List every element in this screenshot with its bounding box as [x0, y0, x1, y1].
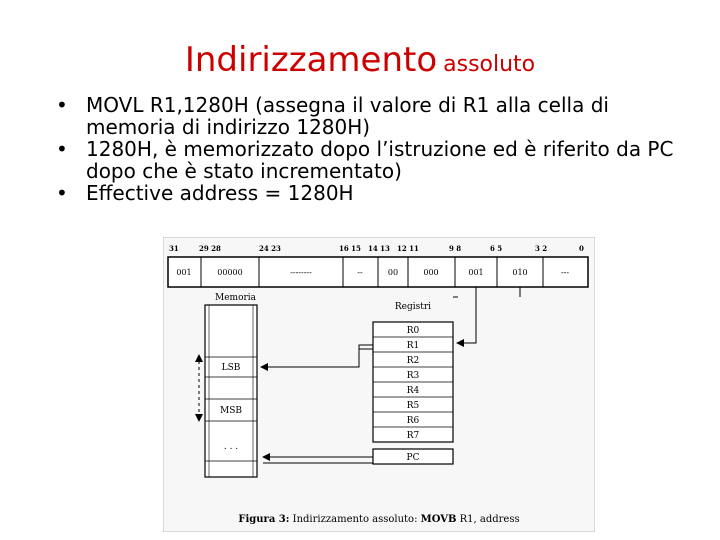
caption-text: Indirizzamento assoluto: — [289, 514, 421, 525]
bullet-text: 1280H, è memorizzato dopo l’istruzione ed è riferito da PC dopo che è stato incrementato) — [86, 137, 674, 183]
bullet-item — [52, 94, 692, 138]
memory-label: Memoria — [215, 293, 257, 303]
caption-instruction: MOVB — [420, 514, 457, 525]
register-r2: R2 — [406, 356, 420, 366]
pc-label: PC — [406, 453, 420, 463]
register-r6: R6 — [406, 416, 420, 426]
slide-title — [0, 40, 720, 80]
register-r4: R4 — [406, 386, 420, 396]
figure-diagram — [163, 237, 595, 532]
lsb-label: LSB — [221, 363, 241, 373]
register-r0: R0 — [406, 326, 420, 336]
bullet-text: Effective address = 1280H — [86, 181, 354, 205]
caption-rest: R1, address — [456, 514, 520, 525]
bit-label: 29 28 — [199, 244, 221, 253]
msb-label: MSB — [220, 406, 242, 416]
bullet-list — [52, 94, 692, 204]
register-r5: R5 — [406, 401, 420, 411]
bit-label: 16 15 — [339, 244, 361, 253]
title-sub: assoluto — [443, 52, 536, 77]
bit-label: 14 13 — [368, 244, 390, 253]
bit-label: 6 5 — [490, 244, 503, 253]
bullet-dot-icon: • — [56, 137, 68, 161]
bullet-item — [52, 182, 692, 204]
field-value: 001 — [468, 268, 484, 277]
bullet-dot-icon: • — [56, 181, 68, 205]
field-value: 00000 — [217, 268, 243, 277]
bit-label: 9 8 — [449, 244, 462, 253]
field-value: --- — [560, 268, 570, 277]
addressing-figure — [163, 237, 595, 532]
field-value: -- — [357, 268, 363, 277]
memory-ellipsis: . . . — [223, 442, 239, 452]
bit-label: 12 11 — [397, 244, 419, 253]
bullet-dot-icon: • — [56, 93, 68, 117]
field-value: 001 — [176, 268, 192, 277]
title-main: Indirizzamento — [184, 40, 438, 80]
bit-label: 3 2 — [535, 244, 548, 253]
bullet-item — [52, 138, 692, 182]
register-r7: R7 — [406, 431, 420, 441]
figure-caption — [238, 514, 519, 525]
registers-label: Registri — [394, 302, 432, 312]
field-value: 010 — [512, 268, 528, 277]
field-value: -------- — [290, 268, 312, 277]
caption-label: Figura 3: — [238, 514, 290, 525]
field-value: 000 — [423, 268, 439, 277]
bit-label: 24 23 — [259, 244, 281, 253]
register-r1: R1 — [406, 341, 420, 351]
bit-label: 31 — [169, 244, 179, 253]
bullet-text: MOVL R1,1280H (assegna il valore di R1 alla cella di memoria di indirizzo 1280H) — [86, 93, 609, 139]
field-value: 00 — [387, 268, 399, 277]
bit-label: 0 — [579, 244, 584, 253]
register-r3: R3 — [406, 371, 420, 381]
